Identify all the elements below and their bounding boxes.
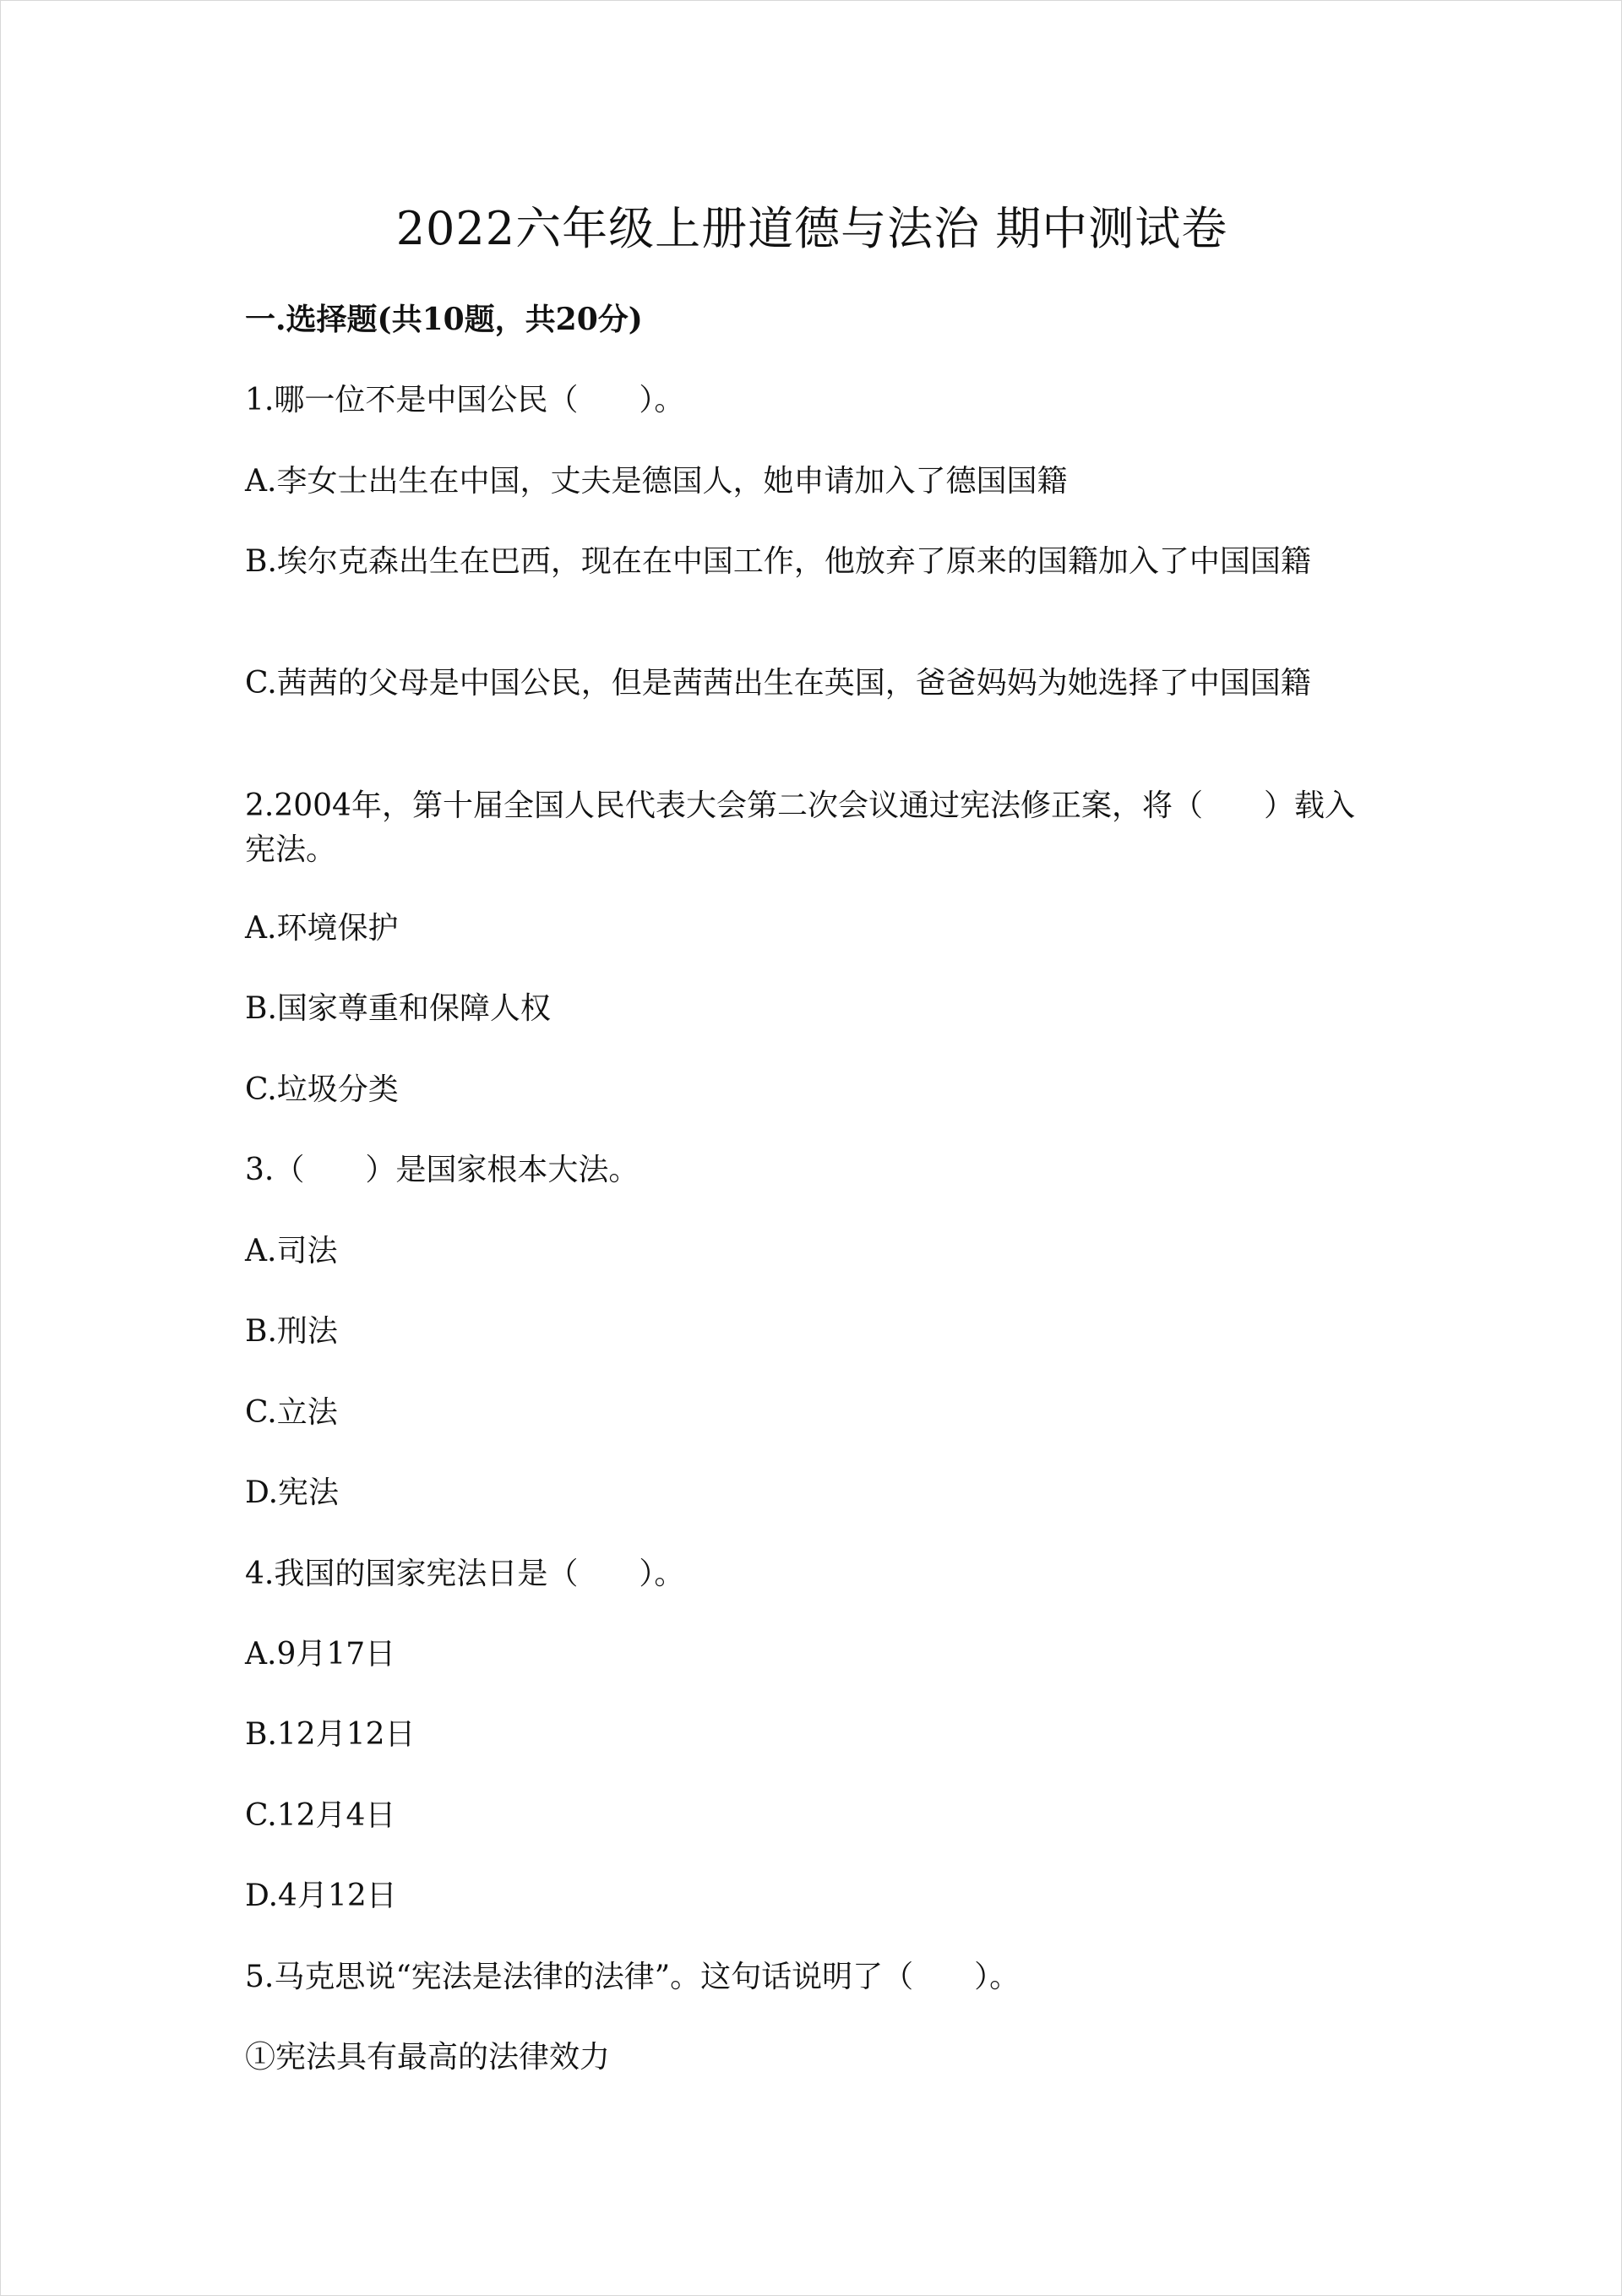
question-2-option-a: A.环境保护 (245, 911, 399, 946)
question-5-stem: 5.马克思说“宪法是法律的法律”。这句话说明了（ ）。 (245, 1960, 1021, 1994)
question-2-stem: 2.2004年，第十届全国人民代表大会第二次会议通过宪法修正案，将（ ）载入宪法。 (245, 788, 1355, 867)
question-3-option-c: C.立法 (245, 1395, 338, 1430)
question-4-option-d: D.4月12日 (245, 1879, 397, 1913)
question-1-option-c: C.茜茜的父母是中国公民，但是茜茜出生在英国，爸爸妈妈为她选择了中国国籍 (245, 666, 1311, 701)
question-4-stem: 4.我国的国家宪法日是（ ）。 (245, 1557, 685, 1591)
question-4-option-a: A.9月17日 (245, 1637, 396, 1672)
question-2-option-b: B.国家尊重和保障人权 (245, 991, 551, 1026)
question-4-option-b: B.12月12日 (245, 1717, 416, 1752)
question-1-option-a: A.李女士出生在中国，丈夫是德国人，她申请加入了德国国籍 (245, 464, 1068, 499)
page-title: 2022六年级上册道德与法治 期中测试卷 (395, 202, 1228, 255)
question-1-option-b: B.埃尔克森出生在巴西，现在在中国工作，他放弃了原来的国籍加入了中国国籍 (245, 544, 1311, 579)
question-3-option-b: B.刑法 (245, 1314, 338, 1349)
question-1-stem: 1.哪一位不是中国公民（ ）。 (245, 383, 685, 417)
question-2-option-c: C.垃圾分类 (245, 1072, 399, 1107)
question-4-option-c: C.12月4日 (245, 1798, 396, 1833)
question-3-stem: 3.（ ）是国家根本大法。 (245, 1153, 640, 1187)
question-3-option-a: A.司法 (245, 1234, 338, 1268)
question-5-statement-1: ①宪法具有最高的法律效力 (245, 2040, 611, 2075)
section-heading: 一.选择题(共10题，共20分) (245, 302, 643, 337)
question-3-option-d: D.宪法 (245, 1475, 340, 1510)
